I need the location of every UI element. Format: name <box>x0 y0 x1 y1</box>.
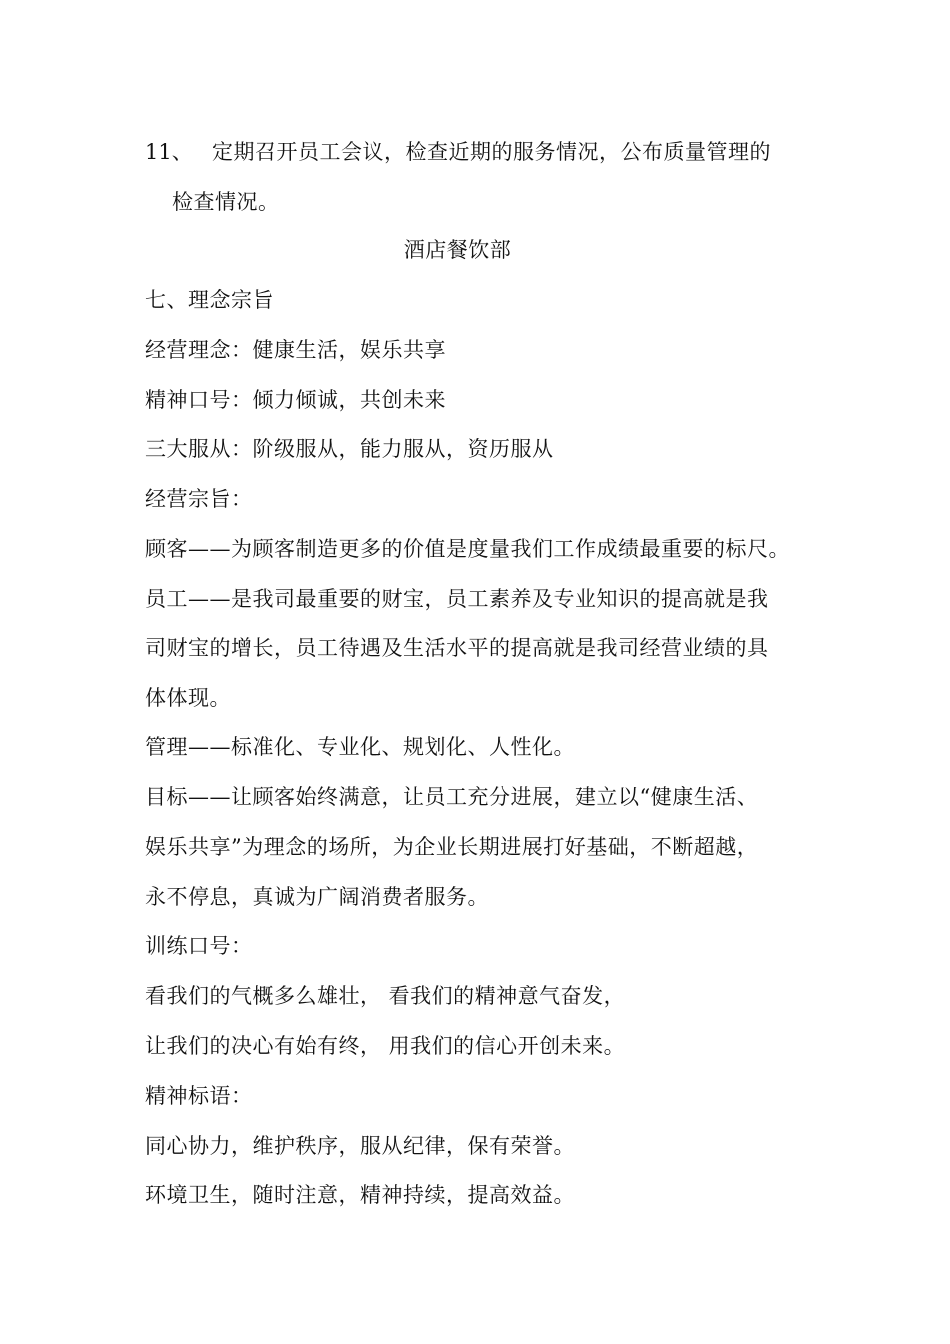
paragraph-line: 让我们的决心有始有终， 用我们的信心开创未来。 <box>145 1034 626 1058</box>
paragraph-line: 精神标语： <box>145 1084 253 1108</box>
paragraph-line: 精神口号：倾力倾诚，共创未来 <box>145 388 446 412</box>
paragraph-line: 看我们的气概多么雄壮， 看我们的精神意气奋发， <box>145 984 626 1008</box>
paragraph-line: 环境卫生，随时注意，精神持续，提高效益。 <box>145 1183 575 1207</box>
paragraph-line: 训练口号： <box>145 934 253 958</box>
paragraph-line: 永不停息，真诚为广阔消费者服务。 <box>145 885 489 909</box>
department-heading: 酒店餐饮部 <box>403 238 512 262</box>
paragraph-line: 三大服从：阶级服从，能力服从，资历服从 <box>145 437 554 461</box>
paragraph-line: 娱乐共享”为理念的场所，为企业长期进展打好基础，不断超越， <box>145 835 759 859</box>
paragraph-line: 体体现。 <box>145 686 231 710</box>
section-title: 七、理念宗旨 <box>145 288 274 312</box>
paragraph-line: 管理——标准化、专业化、规划化、人性化。 <box>145 735 575 759</box>
item-text-continuation: 检查情况。 <box>172 190 280 214</box>
item-number: 11、 <box>145 140 193 164</box>
paragraph-line: 经营宗旨： <box>145 487 253 511</box>
paragraph-line: 经营理念：健康生活，娱乐共享 <box>145 338 446 362</box>
item-text: 定期召开员工会议，检查近期的服务情况，公布质量管理的 <box>212 140 771 164</box>
paragraph-line: 司财宝的增长，员工待遇及生活水平的提高就是我司经营业绩的具 <box>145 636 769 660</box>
paragraph-line: 顾客——为顾客制造更多的价值是度量我们工作成绩最重要的标尺。 <box>145 537 790 561</box>
paragraph-line: 同心协力，维护秩序，服从纪律，保有荣誉。 <box>145 1134 575 1158</box>
paragraph-line: 目标——让顾客始终满意，让员工充分进展，建立以“健康生活、 <box>145 785 759 809</box>
paragraph-line: 员工——是我司最重要的财宝，员工素养及专业知识的提高就是我 <box>145 587 769 611</box>
